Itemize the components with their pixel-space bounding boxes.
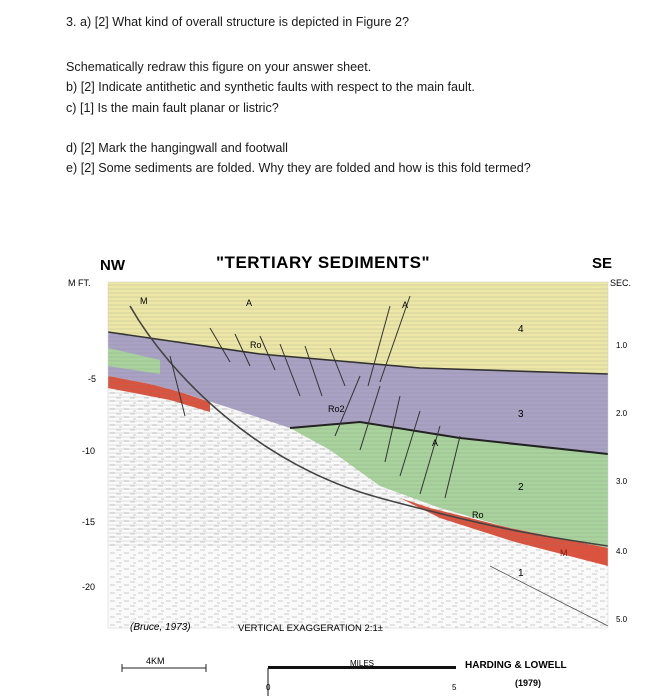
left-tick: -5 [88, 374, 97, 384]
km-scale-label: 4KM [146, 656, 165, 666]
vertical-exaggeration: VERTICAL EXAGGERATION 2:1± [238, 623, 383, 634]
citation: (Bruce, 1973) [130, 622, 191, 633]
miles-scale-label: MILES [350, 659, 375, 668]
marker-m: M [560, 548, 568, 558]
question-3b: b) [2] Indicate antithetic and synthetic faults with respect to the main fault. [66, 80, 475, 94]
figure-title: "TERTIARY SEDIMENTS" [216, 253, 431, 272]
unit-label: 4 [518, 324, 524, 335]
right-axis-unit: SEC. [610, 278, 632, 288]
right-tick: 5.0 [616, 615, 628, 624]
credit-name: HARDING & LOWELL [465, 660, 567, 671]
left-axis-unit: M FT. [68, 278, 91, 288]
question-3c: c) [1] Is the main fault planar or listric? [66, 101, 279, 115]
marker-a: A [402, 300, 409, 310]
question-3a: 3. a) [2] What kind of overall structure is depicted in Figure 2? [66, 15, 409, 29]
marker-ro: Ro [250, 340, 262, 350]
miles-scale-end: 5 [452, 683, 457, 692]
marker-a: A [246, 298, 253, 308]
credit-year: (1979) [515, 678, 542, 688]
unit-label: 1 [518, 568, 524, 579]
redraw-instruction: Schematically redraw this figure on your answer sheet. [66, 60, 372, 74]
question-3d: d) [2] Mark the hangingwall and footwall [66, 141, 288, 155]
right-tick: 2.0 [616, 409, 628, 418]
marker-ro: Ro [472, 510, 484, 520]
right-tick: 1.0 [616, 341, 628, 350]
seismic-cross-section-figure [60, 236, 632, 696]
marker-a: A [432, 438, 439, 448]
marker-m: M [140, 296, 148, 306]
left-tick: -20 [82, 582, 96, 592]
right-tick: 4.0 [616, 547, 628, 556]
marker-ro2: Ro2 [328, 404, 345, 414]
se-label: SE [592, 255, 613, 272]
question-3e: e) [2] Some sediments are folded. Why they are folded and how is this fold termed? [66, 161, 531, 175]
left-tick: -10 [82, 446, 96, 456]
miles-scale-bar [268, 666, 456, 696]
right-tick: 3.0 [616, 477, 628, 486]
unit-label: 2 [518, 482, 524, 493]
miles-scale-start: 0 [266, 683, 271, 692]
seismic-panel [108, 282, 608, 628]
unit-label: 3 [518, 409, 524, 420]
left-tick: -15 [82, 517, 96, 527]
nw-label: NW [100, 257, 125, 274]
